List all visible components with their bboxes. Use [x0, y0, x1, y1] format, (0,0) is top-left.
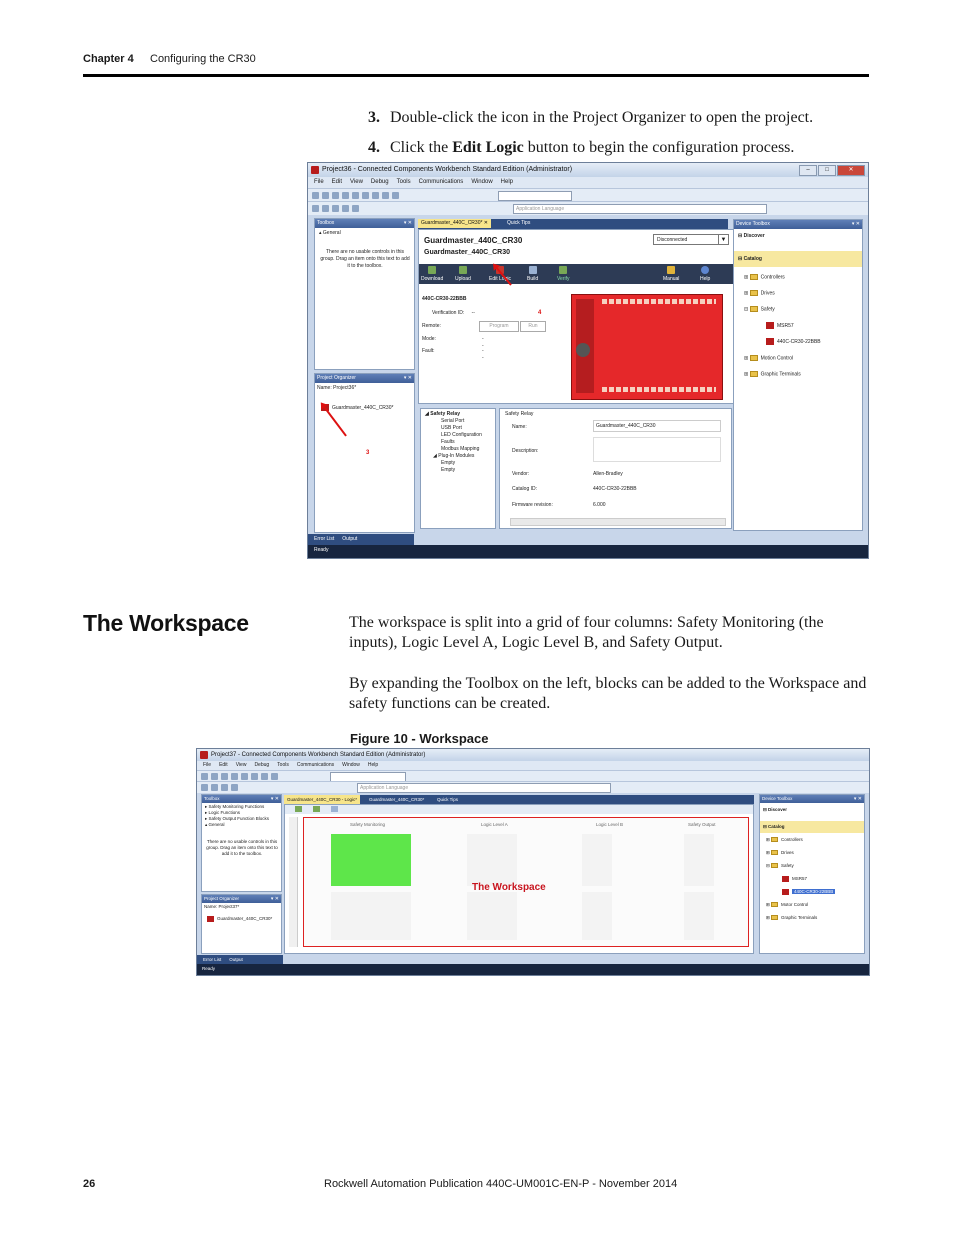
menu-window[interactable]: Window — [471, 179, 493, 185]
logic-a-slot[interactable] — [467, 892, 517, 940]
menu-window[interactable]: Window — [342, 762, 360, 768]
folder-icon — [750, 355, 758, 361]
tree-item[interactable]: Empty — [441, 467, 456, 473]
drive-device-icon — [766, 322, 774, 329]
connection-status[interactable] — [653, 234, 719, 245]
folder-icon — [771, 837, 778, 842]
toolbar-icons — [312, 205, 359, 212]
pin-icon[interactable]: ▾ ✕ — [270, 896, 279, 902]
status-text: Ready — [314, 547, 329, 553]
print-icon[interactable] — [392, 192, 399, 199]
prop-name-label: Name: — [512, 424, 527, 430]
device-action-bar — [419, 264, 733, 284]
run-button[interactable]: Run — [520, 321, 546, 332]
toolbox-pane — [201, 794, 282, 892]
download-button[interactable] — [421, 266, 443, 282]
catalog-tree-item[interactable]: ⊟ Safety — [766, 863, 794, 868]
window-title: Project36 - Connected Components Workbench Standard Edition (Administrator) — [322, 166, 573, 173]
menu-tools[interactable]: Tools — [396, 179, 411, 185]
catalog-tree-label: Drives — [781, 850, 794, 855]
workspace-paragraph-2: By expanding the Toolbox on the left, blocks can be added to the Workspace and safety functions can be created. — [349, 675, 867, 712]
tree-item[interactable]: Modbus Mapping — [441, 446, 480, 452]
window-titlebar — [308, 163, 868, 177]
cr30-relay-image — [571, 294, 723, 400]
window-title: Project37 - Connected Components Workbench Standard Edition (Administrator) — [211, 752, 426, 758]
connection-status-label: Disconnected — [657, 237, 688, 243]
logic-b-slot[interactable] — [582, 892, 612, 940]
help-icon — [701, 266, 709, 274]
zoom-icon[interactable] — [352, 205, 359, 212]
build-button[interactable] — [527, 266, 538, 282]
tree-item-label: Safety Relay — [430, 411, 460, 417]
catalog-label: Catalog — [743, 256, 762, 262]
device-toolbox-header — [760, 795, 864, 803]
project-organizer-title: Project Organizer — [204, 896, 240, 901]
output-tab[interactable]: Output — [229, 957, 243, 962]
prop-catalog-label: Catalog ID: — [512, 486, 538, 492]
button-label: Download — [421, 276, 444, 282]
prop-catalog-value: 440C-CR30-22BBB — [593, 486, 637, 492]
menu-view[interactable]: View — [235, 762, 247, 768]
tree-item[interactable]: LED Configuration — [441, 432, 482, 438]
catalog-tree-label: 440C-CR30-22BBB — [794, 889, 834, 895]
screenshot-ccw-workspace — [196, 748, 870, 976]
catalog-tree-label: Safety — [760, 306, 775, 313]
step-text: Double-click the icon in the Project Organizer to open the project. — [390, 109, 814, 126]
relay-device-icon — [207, 916, 214, 922]
column-header-logic-level-b: Logic Level B — [596, 822, 624, 827]
toolbar-icons — [312, 192, 399, 199]
project-organizer-title: Project Organizer — [317, 375, 356, 381]
build-icon — [529, 266, 537, 274]
open-icon[interactable] — [211, 773, 218, 780]
project-device-label: Guardmaster_440C_CR30* — [217, 916, 273, 922]
fault-label: Fault: — [422, 348, 435, 354]
toolbox-title: Toolbox — [317, 220, 335, 226]
toolbox-header — [315, 219, 414, 228]
download-icon — [428, 266, 436, 274]
toolbox-group-label: Safety Output Function Blocks — [208, 816, 270, 821]
menu-communications[interactable]: Communications — [418, 179, 464, 185]
save-icon[interactable] — [221, 773, 228, 780]
logic-a-slot[interactable] — [467, 834, 517, 886]
device-title: Guardmaster_440C_CR30 — [424, 236, 523, 245]
paste-icon[interactable] — [251, 773, 258, 780]
tree-item[interactable]: ◢ Plug-In Modules — [433, 453, 475, 459]
prop-description-field[interactable] — [593, 437, 721, 462]
column-header-safety-monitoring: Safety Monitoring — [350, 822, 386, 827]
prop-name-field[interactable]: Guardmaster_440C_CR30 — [593, 420, 721, 432]
close-icon[interactable]: ✕ — [837, 165, 865, 176]
redo-icon[interactable] — [271, 773, 278, 780]
menu-view[interactable]: View — [350, 179, 363, 185]
grid-icon[interactable] — [312, 205, 319, 212]
device-toolbox-header — [734, 220, 862, 229]
catalog-item[interactable]: ⊟ Catalog — [734, 251, 862, 267]
new-icon[interactable] — [312, 192, 319, 199]
folder-icon — [750, 290, 758, 296]
publication-info: Rockwell Automation Publication 440C-UM001C-EN-P - November 2014 — [324, 1178, 678, 1190]
fault-row — [422, 348, 484, 361]
tab-label: Guardmaster_440C_CR30* — [421, 220, 483, 226]
button-label: Manual — [663, 276, 680, 282]
discover-item[interactable]: ⊟ Discover — [763, 807, 788, 812]
tab-guardmaster[interactable]: Guardmaster_440C_CR30* ✕ — [418, 219, 491, 228]
folder-icon — [771, 902, 778, 907]
folder-icon — [750, 371, 758, 377]
toolbar-2 — [197, 781, 869, 793]
new-icon[interactable] — [201, 773, 208, 780]
drive-device-icon — [782, 876, 789, 882]
align-icon[interactable] — [221, 784, 228, 791]
step-3 — [368, 108, 813, 128]
folder-icon — [750, 306, 758, 312]
catalog-tree-item[interactable]: ⊞ Drives — [744, 290, 775, 297]
step-text-pre: Click the — [390, 139, 453, 156]
project-name-label: Name: — [317, 385, 332, 391]
catalog-tree-item[interactable] — [766, 876, 835, 889]
catalog-tree-label: Safety — [781, 863, 794, 868]
toolbar-1 — [308, 188, 868, 202]
upload-icon — [459, 266, 467, 274]
tree-item[interactable]: USB Port — [441, 425, 462, 431]
project-device-item[interactable] — [207, 916, 272, 922]
toolbox-group[interactable]: ▴ General — [205, 822, 225, 827]
tree-items — [425, 411, 482, 474]
minimize-icon[interactable]: – — [799, 165, 817, 176]
redo-icon[interactable] — [382, 192, 389, 199]
pin-icon[interactable]: ▾ ✕ — [403, 220, 412, 226]
error-list-tab[interactable]: Error List — [203, 957, 222, 962]
catalog-label: Catalog — [768, 824, 785, 829]
device-toolbox-pane — [759, 794, 865, 954]
project-organizer-header — [315, 374, 414, 383]
upload-button[interactable] — [455, 266, 471, 282]
catalog-tree-label: 440C-CR30-22BBB — [777, 338, 821, 345]
device-toolbox-title: Device Toolbox — [762, 796, 793, 801]
catalog-tree-label: MSR57 — [792, 876, 808, 882]
folder-icon — [771, 863, 778, 868]
undo-icon[interactable] — [372, 192, 379, 199]
catalog-number: 440C-CR30-22BBB — [422, 296, 467, 302]
manual-icon — [667, 266, 675, 274]
menu-edit[interactable]: Edit — [331, 179, 343, 185]
tab-guardmaster[interactable]: Guardmaster_440C_CR30* — [369, 797, 425, 802]
toolbox-group-label: General — [322, 230, 341, 236]
menu-communications[interactable]: Communications — [296, 762, 335, 768]
status-strip — [308, 545, 868, 559]
pin-icon[interactable]: ▾ ✕ — [403, 375, 412, 381]
document-tabs — [418, 219, 728, 229]
app-language-combo[interactable]: Application Language — [357, 783, 611, 793]
safety-output-slot[interactable] — [684, 834, 714, 886]
callout-3: 3 — [366, 450, 370, 456]
column-header-safety-output: Safety Output — [688, 822, 716, 827]
project-organizer-pane — [201, 894, 282, 954]
menu-help[interactable]: Help — [367, 762, 379, 768]
toolbox-group[interactable]: ▸ Safety Monitoring Functions — [205, 804, 265, 809]
build-icon[interactable] — [331, 806, 338, 812]
catalog-tree-item[interactable] — [744, 338, 821, 355]
catalog-tree-label: Motor Control — [781, 902, 809, 907]
discover-label: Discover — [768, 807, 788, 812]
device-subtitle: Guardmaster_440C_CR30 — [424, 249, 510, 256]
catalog-item[interactable]: ⊟ Catalog — [760, 821, 864, 833]
button-label: Help — [700, 276, 711, 282]
toolbar-icons — [201, 773, 278, 780]
undo-icon[interactable] — [261, 773, 268, 780]
document-tabs — [284, 795, 754, 804]
discover-label: Discover — [743, 233, 765, 239]
catalog-tree-item[interactable] — [744, 322, 821, 338]
safety-monitoring-slot[interactable] — [331, 892, 411, 940]
device-toolbox-pane — [733, 219, 863, 531]
folder-icon — [771, 850, 778, 855]
download-icon[interactable] — [295, 806, 302, 812]
project-device-item[interactable] — [321, 404, 393, 412]
properties-header: Safety Relay — [505, 411, 534, 417]
project-name-value: Project37* — [218, 904, 240, 909]
project-device-label: Guardmaster_440C_CR30* — [332, 404, 394, 411]
grid-icon[interactable] — [201, 784, 208, 791]
window-controls — [799, 165, 865, 176]
figure-caption: Figure 10 - Workspace — [350, 731, 489, 746]
build-icon[interactable] — [322, 205, 329, 212]
workspace-editor — [284, 804, 754, 954]
catalog-tree-label: Drives — [760, 290, 775, 297]
toolbox-group[interactable]: ▸ Safety Output Function Blocks — [205, 816, 270, 821]
chapter-title: Configuring the CR30 — [150, 53, 256, 65]
help-button[interactable] — [700, 266, 710, 282]
maximize-icon[interactable]: □ — [818, 165, 836, 176]
app-language-combo[interactable]: Application Language — [513, 204, 767, 214]
logic-toolbar — [285, 805, 753, 814]
menu-debug[interactable]: Debug — [254, 762, 270, 768]
remote-label: Remote: — [422, 323, 441, 329]
output-tab[interactable]: Output — [342, 536, 358, 542]
relay-device-icon — [766, 338, 774, 345]
properties-panel — [499, 408, 732, 529]
catalog-tree-item[interactable]: ⊞ Controllers — [744, 274, 785, 281]
toolbar-icons — [201, 784, 238, 791]
project-organizer-header — [202, 895, 281, 903]
program-button[interactable]: Program — [479, 321, 519, 332]
toolbox-empty-message: There are no usable controls in this group. Drag an item onto this text to add it to the toolbox. — [320, 249, 410, 269]
tab-quick-tips[interactable]: Quick Tips — [437, 797, 459, 802]
relay-device-icon — [782, 889, 789, 895]
cut-icon[interactable] — [342, 192, 349, 199]
tree-item[interactable]: Empty — [441, 460, 456, 466]
chevron-down-icon[interactable]: ▼ — [718, 234, 729, 245]
manual-button[interactable] — [663, 266, 679, 282]
folder-icon — [750, 274, 758, 280]
menu-file[interactable]: File — [203, 762, 212, 768]
cut-icon[interactable] — [231, 773, 238, 780]
project-name-value: Project36* — [333, 385, 357, 391]
toolbox-pane — [314, 218, 415, 370]
window-titlebar — [197, 749, 869, 761]
section-title: The Workspace — [83, 610, 249, 636]
toolbox-group[interactable]: ▸ Logic Functions — [205, 810, 241, 815]
menu-help[interactable]: Help — [500, 179, 513, 185]
safety-monitoring-slot-highlighted[interactable] — [331, 834, 411, 886]
menubar — [308, 177, 868, 188]
prop-description-label: Description: — [512, 448, 539, 454]
device-overview — [418, 229, 734, 404]
copy-icon[interactable] — [241, 773, 248, 780]
catalog-tree-label: Controllers — [760, 274, 785, 281]
header-rule — [83, 74, 869, 77]
catalog-tree-item[interactable]: ⊞ Graphic Terminals — [744, 371, 801, 378]
catalog-tree — [766, 837, 835, 928]
project-name-label: Name: — [204, 904, 218, 909]
prop-firmware-label: Firmware revision: — [512, 502, 553, 508]
verify-icon — [559, 266, 567, 274]
menu-file[interactable]: File — [314, 179, 324, 185]
status-text: Ready — [202, 966, 216, 971]
catalog-tree-item[interactable]: ⊞ Motion Control — [744, 355, 794, 362]
menubar — [197, 761, 869, 770]
prop-vendor-label: Vendor: — [512, 471, 530, 477]
step-text-bold: Edit Logic — [452, 139, 524, 156]
format-icon[interactable] — [231, 784, 238, 791]
config-combo[interactable] — [498, 191, 572, 201]
relay-terminals-bottom — [602, 387, 716, 392]
copy-icon[interactable] — [352, 192, 359, 199]
toolbox-header — [202, 795, 281, 803]
mode-row — [422, 336, 484, 349]
menu-debug[interactable]: Debug — [370, 179, 389, 185]
prop-firmware-value: 6.000 — [593, 502, 606, 508]
device-toolbox-title: Device Toolbox — [736, 221, 770, 227]
project-name — [317, 385, 356, 392]
project-name — [204, 904, 239, 909]
toolbox-group-label: Logic Functions — [208, 810, 241, 815]
project-organizer-pane — [314, 373, 415, 533]
callout-4: 4 — [538, 310, 542, 316]
app-icon — [311, 166, 319, 174]
horizontal-scrollbar[interactable] — [510, 518, 726, 526]
align-icon[interactable] — [332, 205, 339, 212]
discover-item[interactable]: ⊟ Discover — [738, 233, 765, 239]
toolbox-group-label: General — [208, 822, 225, 827]
catalog-tree-item-selected[interactable] — [766, 889, 835, 902]
paste-icon[interactable] — [362, 192, 369, 199]
menu-edit[interactable]: Edit — [219, 762, 228, 768]
pin-icon[interactable]: ▾ ✕ — [851, 221, 860, 227]
step-4 — [368, 138, 794, 158]
column-header-logic-level-a: Logic Level A — [481, 822, 508, 827]
fault-value: -- — [482, 348, 484, 361]
pin-icon[interactable]: ▾ ✕ — [270, 796, 279, 802]
button-label: Verify — [557, 276, 570, 282]
mode-label: Mode: — [422, 336, 436, 342]
logic-b-slot[interactable] — [582, 834, 612, 886]
step-number: 4. — [368, 139, 380, 156]
toolbox-title: Toolbox — [204, 796, 220, 801]
status-strip — [197, 964, 869, 976]
step-text-post: button to begin the configuration process. — [523, 139, 795, 156]
open-icon[interactable] — [322, 192, 329, 199]
catalog-tree-label: Graphic Terminals — [781, 915, 818, 920]
tab-logic[interactable]: Guardmaster_440C_CR30 - Logic* — [284, 795, 360, 804]
prop-vendor-value: Allen-Bradley — [593, 471, 623, 477]
workspace-label: The Workspace — [472, 882, 546, 893]
catalog-tree-item[interactable]: ⊞ Graphic Terminals — [766, 915, 818, 920]
upload-icon[interactable] — [313, 806, 320, 812]
bottom-tabs — [197, 955, 283, 964]
error-list-tab[interactable]: Error List — [314, 536, 335, 542]
bottom-tabs — [308, 534, 414, 545]
catalog-tree-item[interactable]: ⊟ Safety — [744, 306, 775, 313]
verify-button[interactable] — [557, 266, 570, 282]
button-label: Build — [527, 276, 539, 282]
toolbox-empty-message: There are no usable controls in this group. Drag an item onto this text to add it to the toolbox. — [206, 839, 278, 856]
pin-icon[interactable]: ▾ ✕ — [853, 796, 862, 802]
button-label: Edit Logic — [489, 276, 511, 282]
workspace-paragraph-1: The workspace is split into a grid of four columns: Safety Monitoring (the inputs), Logic Level A, Logic Level B, and Safety Output. — [349, 614, 824, 651]
build-icon[interactable] — [211, 784, 218, 791]
chapter-label: Chapter 4 — [83, 53, 134, 65]
catalog-tree-label: Controllers — [781, 837, 803, 842]
configuration-tree — [420, 408, 496, 529]
folder-icon — [771, 915, 778, 920]
catalog-tree-item[interactable]: ⊞ Controllers — [766, 837, 803, 842]
verification-row — [422, 310, 475, 317]
menu-tools[interactable]: Tools — [277, 762, 289, 768]
mode-value: -- — [482, 336, 484, 349]
verification-label: Verification ID: — [432, 310, 465, 316]
tree-item[interactable]: Faults — [441, 439, 455, 445]
tree-item[interactable]: Serial Port — [441, 418, 465, 424]
tree-item-label: Plug-In Modules — [438, 453, 475, 459]
toolbox-groups — [205, 804, 269, 828]
screenshot-ccw-project36 — [307, 162, 869, 559]
catalog-tree-label: Motion Control — [760, 355, 794, 362]
catalog-tree-item[interactable]: ⊞ Drives — [766, 850, 794, 855]
catalog-tree-item[interactable]: ⊞ Motor Control — [766, 902, 809, 907]
catalog-tree-label: Graphic Terminals — [760, 371, 801, 378]
tab-quick-tips[interactable]: Quick Tips — [507, 220, 531, 226]
toolbar-2 — [308, 201, 868, 215]
format-icon[interactable] — [342, 205, 349, 212]
vertical-scrollbar[interactable] — [289, 817, 298, 947]
catalog-tree — [744, 274, 821, 387]
catalog-tree-label: MSR57 — [777, 322, 794, 329]
verification-value: -- — [471, 310, 475, 316]
toolbox-group-label: Safety Monitoring Functions — [208, 804, 265, 809]
toolbox-group[interactable]: ▴ General — [319, 230, 341, 236]
step-number: 3. — [368, 109, 380, 126]
app-icon — [200, 751, 208, 759]
button-label: Upload — [455, 276, 471, 282]
save-icon[interactable] — [332, 192, 339, 199]
tree-item[interactable]: ◢ Safety Relay — [425, 411, 460, 417]
workspace-grid[interactable] — [303, 817, 749, 947]
relay-connector-icon — [576, 343, 590, 357]
safety-output-slot[interactable] — [684, 892, 714, 940]
page-number: 26 — [83, 1178, 96, 1190]
relay-terminals-top — [602, 299, 716, 304]
